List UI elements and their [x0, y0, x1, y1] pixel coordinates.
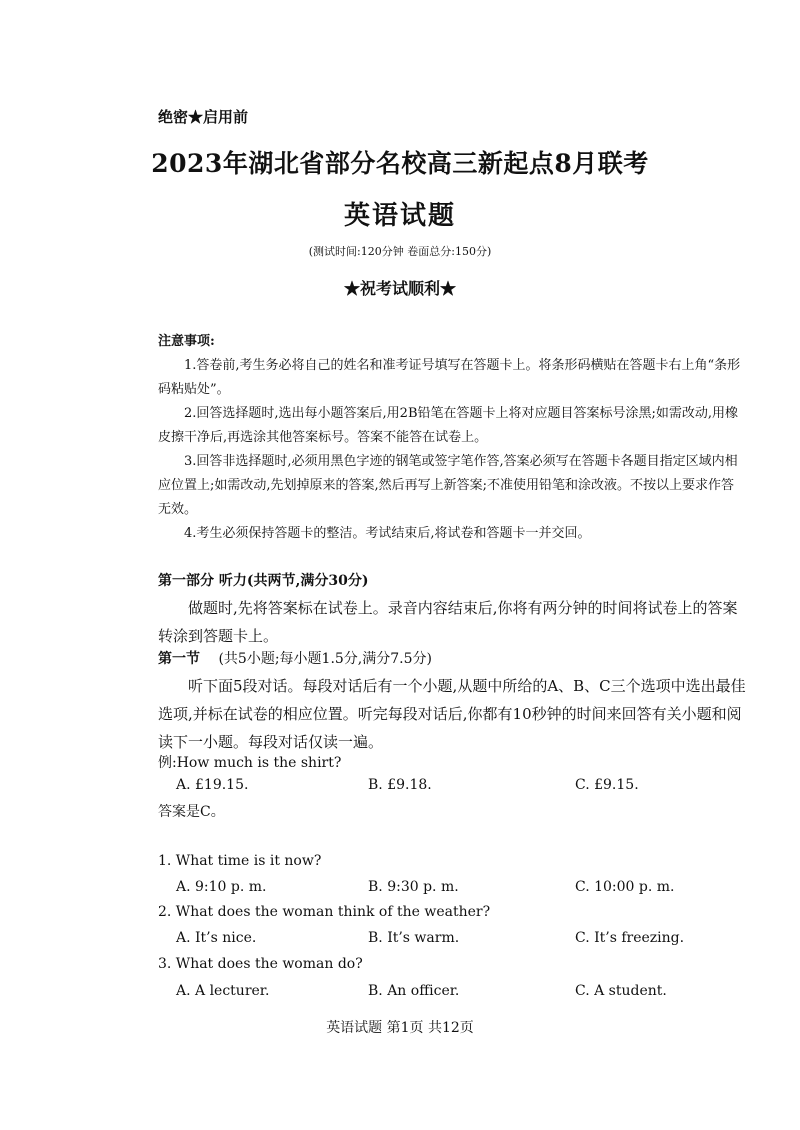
- example-question: 例:How much is the shirt?: [158, 755, 342, 771]
- confidential-label: 绝密★启用前: [158, 108, 249, 126]
- note-item-1: 1.答卷前,考生务必将自己的姓名和准考证号填写在答题卡上。将条形码横贴在答题卡右上角“条形码粘贴处”。: [158, 358, 741, 397]
- page-footer: 英语试题 第1页 共12页: [326, 1020, 474, 1036]
- part1-instruction: 做题时,先将答案标在试卷上。录音内容结束后,你将有两分钟的时间将试卷上的答案转涂到答题卡上。: [158, 599, 738, 645]
- question-1: 1. What time is it now?: [158, 853, 322, 869]
- question-3-option-c: C. A student.: [575, 983, 667, 999]
- section1-instruction: 听下面5段对话。每段对话后有一个小题,从题中所给的A、B、C三个选项中选出最佳选项,并标在试卷的相应位置。听完每段对话后,你都有10秒钟的时间来回答有关小题和阅读下一小题。每段对话仅读一遍。: [158, 677, 746, 751]
- question-3-option-b: B. An officer.: [368, 983, 460, 999]
- question-2-option-c: C. It’s freezing.: [575, 930, 685, 946]
- question-2: 2. What does the woman think of the weather?: [158, 904, 491, 920]
- question-3-option-a: A. A lecturer.: [176, 983, 270, 999]
- section1-info: (共5小题;每小题1.5分,满分7.5分): [218, 651, 432, 667]
- example-option-c: C. £9.15.: [575, 777, 639, 793]
- example-answer: 答案是C。: [158, 804, 225, 820]
- exam-title: 2023年湖北省部分名校高三新起点8月联考: [151, 149, 649, 178]
- question-1-option-a: A. 9:10 p. m.: [176, 879, 267, 895]
- question-1-option-b: B. 9:30 p. m.: [368, 879, 459, 895]
- note-item-3: 3.回答非选择题时,必须用黑色字迹的钢笔或签字笔作答,答案必须写在答题卡各题目指定区域内相应位置上;如需改动,先划掉原来的答案,然后再写上新答案;不准使用铅笔和涂改液。不按以上要求作答无效。: [158, 454, 738, 517]
- section1-label: 第一节: [158, 651, 200, 667]
- question-3: 3. What does the woman do?: [158, 956, 363, 972]
- good-luck-line: ★祝考试顺利★: [343, 279, 456, 298]
- note-item-4: 4.考生必须保持答题卡的整洁。考试结束后,将试卷和答题卡一并交回。: [184, 526, 591, 541]
- example-option-b: B. £9.18.: [368, 777, 432, 793]
- note-item-2: 2.回答选择题时,选出每小题答案后,用2B铅笔在答题卡上将对应题目答案标号涂黑;如需改动,用橡皮擦干净后,再选涂其他答案标号。答案不能答在试卷上。: [158, 406, 739, 445]
- section1-heading: [158, 648, 432, 668]
- example-option-a: A. £19.15.: [176, 777, 249, 793]
- part1-title: 第一部分 听力(共两节,满分30分): [158, 573, 369, 589]
- notes-title: 注意事项:: [158, 334, 215, 349]
- question-2-option-a: A. It’s nice.: [176, 930, 257, 946]
- question-1-option-c: C. 10:00 p. m.: [575, 879, 675, 895]
- question-2-option-b: B. It’s warm.: [368, 930, 460, 946]
- time-info: (测试时间:120分钟 卷面总分:150分): [308, 245, 492, 258]
- subject-title: 英语试题: [343, 201, 456, 231]
